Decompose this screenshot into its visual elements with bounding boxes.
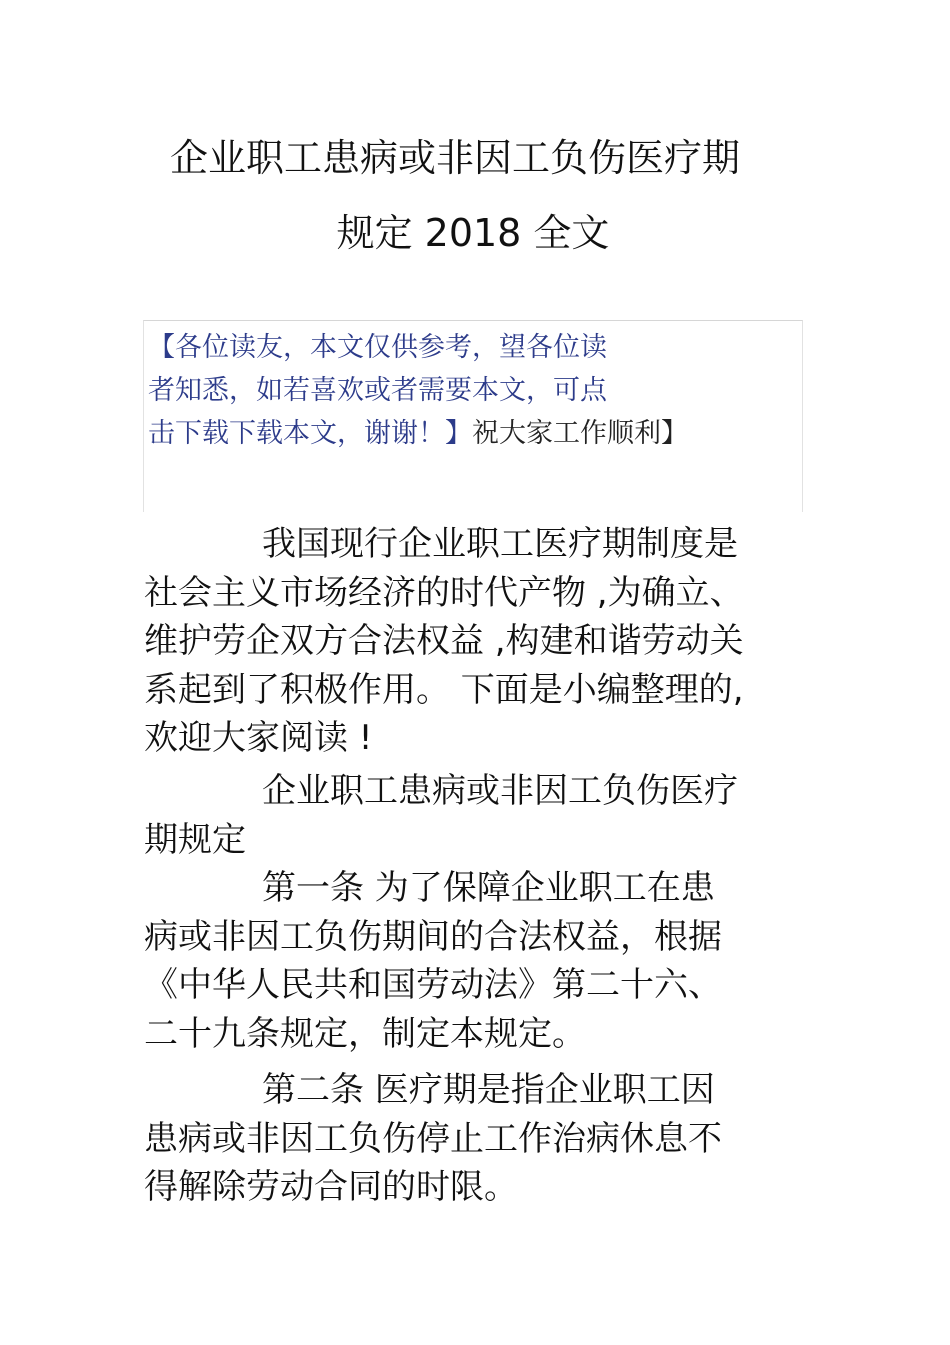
document-title-line-1: 企业职工患病或非因工负伤医疗期: [169, 136, 740, 180]
notice-line-2: 者知悉，如若喜欢或者需要本文，可点: [148, 375, 607, 406]
article-one-paragraph: [144, 864, 804, 1058]
paragraph-line: 二十九条规定，制定本规定。: [144, 1013, 586, 1054]
paragraph-line: 病或非因工负伤期间的合法权益，根据: [144, 916, 722, 957]
paragraph-line: 第二条 医疗期是指企业职工因: [262, 1070, 715, 1110]
article-two-paragraph: [144, 1066, 804, 1212]
paragraph-line: 我国现行企业职工医疗期制度是: [262, 524, 738, 564]
notice-line-1: 【各位读友，本文仅供参考，望各位读: [148, 332, 607, 363]
section-heading-paragraph: [144, 767, 804, 864]
reader-notice-box: [143, 320, 803, 512]
notice-line-3: [148, 417, 688, 451]
notice-wish-text: 祝大家工作顺利】: [472, 418, 688, 449]
document-title-line-2: 规定 2018 全文: [336, 211, 610, 255]
paragraph-line: 系起到了积极作用。 下面是小编整理的,: [144, 669, 744, 710]
paragraph-line: 《中华人民共和国劳动法》第二十六、: [144, 965, 722, 1005]
paragraph-line: 第一条 为了保障企业职工在患: [262, 868, 715, 908]
paragraph-line: 患病或非因工负伤停止工作治病休息不: [144, 1118, 722, 1159]
paragraph-line: 欢迎大家阅读 !: [144, 718, 373, 758]
paragraph-line: 社会主义市场经济的时代产物 ,为确立、: [144, 572, 744, 613]
intro-paragraph: [144, 520, 804, 763]
paragraph-line: 得解除劳动合同的时限。: [144, 1167, 518, 1207]
paragraph-line: 期规定: [144, 819, 246, 860]
paragraph-line: 企业职工患病或非因工负伤医疗: [262, 771, 738, 811]
paragraph-line: 维护劳企双方合法权益 ,构建和谐劳动关: [144, 621, 744, 661]
notice-download-text: 击下载下载本文，谢谢！】: [148, 418, 472, 449]
